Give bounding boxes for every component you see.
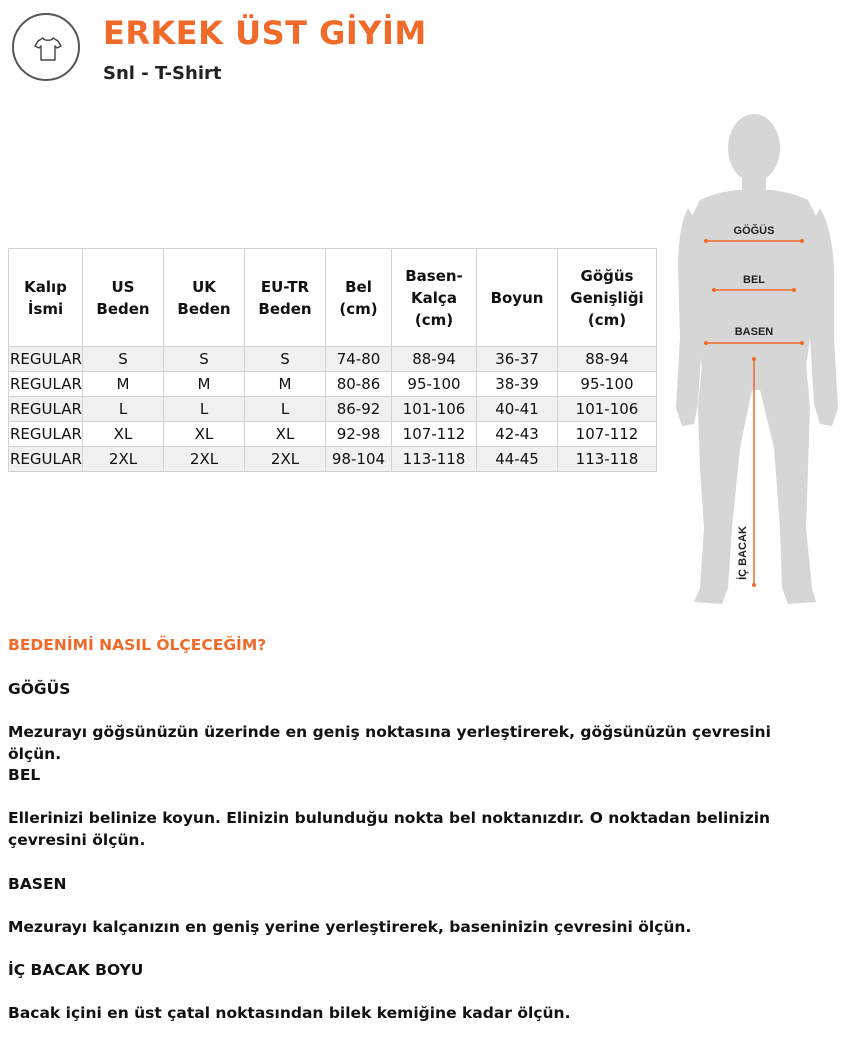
table-cell: XL: [83, 422, 164, 447]
table-cell: 42-43: [477, 422, 558, 447]
table-cell: L: [83, 397, 164, 422]
table-cell: XL: [245, 422, 326, 447]
body-measurement-figure: [670, 108, 843, 608]
guide-heading: BEDENİMİ NASIL ÖLÇECEĞİM?: [8, 636, 267, 654]
table-cell: 40-41: [477, 397, 558, 422]
hip-title: BASEN: [8, 875, 67, 893]
column-header: Bel (cm): [326, 249, 392, 347]
table-cell: 36-37: [477, 347, 558, 372]
table-cell: 92-98: [326, 422, 392, 447]
table-cell: 113-118: [392, 447, 477, 472]
table-cell: 113-118: [558, 447, 657, 472]
column-header: Kalıp İsmi: [9, 249, 83, 347]
table-cell: REGULAR: [9, 447, 83, 472]
table-cell: S: [83, 347, 164, 372]
table-cell: M: [245, 372, 326, 397]
size-table: [8, 248, 657, 472]
waist-title: BEL: [8, 766, 41, 784]
table-cell: REGULAR: [9, 422, 83, 447]
table-cell: 107-112: [558, 422, 657, 447]
table-row: [9, 422, 657, 447]
inseam-title: İÇ BACAK BOYU: [8, 961, 144, 979]
logo-badge: [12, 13, 80, 81]
human-silhouette: [676, 114, 838, 604]
table-cell: 95-100: [558, 372, 657, 397]
table-cell: 2XL: [164, 447, 245, 472]
waist-label: BEL: [743, 274, 765, 286]
chest-title: GÖĞÜS: [8, 680, 71, 698]
table-cell: XL: [164, 422, 245, 447]
table-cell: 38-39: [477, 372, 558, 397]
table-cell: 88-94: [392, 347, 477, 372]
table-cell: REGULAR: [9, 372, 83, 397]
column-header: EU-TR Beden: [245, 249, 326, 347]
table-cell: S: [245, 347, 326, 372]
hip-label: BASEN: [734, 326, 774, 338]
chest-measure-dot: [800, 239, 804, 243]
table-cell: 44-45: [477, 447, 558, 472]
table-row: [9, 372, 657, 397]
table-cell: 2XL: [245, 447, 326, 472]
inseam-measure-dot: [752, 357, 756, 361]
chest-label: GÖĞÜS: [733, 225, 775, 237]
column-header: US Beden: [83, 249, 164, 347]
table-cell: 101-106: [392, 397, 477, 422]
product-subtitle: Snl - T-Shirt: [103, 63, 222, 84]
tshirt-icon: [32, 33, 64, 65]
waist-text: Ellerinizi belinize koyun. Elinizin bulunduğu nokta bel noktanızdır. O noktadan belinizin çevresini ölçün.: [8, 809, 771, 849]
table-cell: M: [164, 372, 245, 397]
waist-measure-dot: [712, 288, 716, 292]
waist-measure-dot: [792, 288, 796, 292]
page-title: ERKEK ÜST GİYİM: [103, 14, 427, 52]
table-cell: REGULAR: [9, 347, 83, 372]
inseam-measure-dot: [752, 583, 756, 587]
table-row: [9, 347, 657, 372]
table-cell: 80-86: [326, 372, 392, 397]
table-cell: 107-112: [392, 422, 477, 447]
table-cell: M: [83, 372, 164, 397]
column-header: Boyun: [477, 249, 558, 347]
inseam-text: Bacak içini en üst çatal noktasından bilek kemiğine kadar ölçün.: [8, 1004, 571, 1022]
table-cell: REGULAR: [9, 397, 83, 422]
hip-measure-dot: [704, 341, 708, 345]
hip-measure-dot: [800, 341, 804, 345]
inseam-label: İÇ BACAK: [737, 526, 749, 580]
hip-text: Mezurayı kalçanızın en geniş yerine yerleştirerek, baseninizin çevresini ölçün.: [8, 918, 692, 936]
table-cell: 2XL: [83, 447, 164, 472]
table-row: [9, 397, 657, 422]
table-cell: 98-104: [326, 447, 392, 472]
table-row: [9, 447, 657, 472]
chest-measure-dot: [704, 239, 708, 243]
table-cell: L: [245, 397, 326, 422]
column-header: Basen-Kalça (cm): [392, 249, 477, 347]
table-cell: 101-106: [558, 397, 657, 422]
table-cell: 86-92: [326, 397, 392, 422]
column-header: Göğüs Genişliği (cm): [558, 249, 657, 347]
table-cell: S: [164, 347, 245, 372]
table-header-row: [9, 249, 657, 347]
table-cell: 74-80: [326, 347, 392, 372]
table-cell: L: [164, 397, 245, 422]
column-header: UK Beden: [164, 249, 245, 347]
table-cell: 95-100: [392, 372, 477, 397]
table-cell: 88-94: [558, 347, 657, 372]
chest-text: Mezurayı göğsünüzün üzerinde en geniş noktasına yerleştirerek, göğsünüzün çevresini ölçün.: [8, 723, 771, 763]
